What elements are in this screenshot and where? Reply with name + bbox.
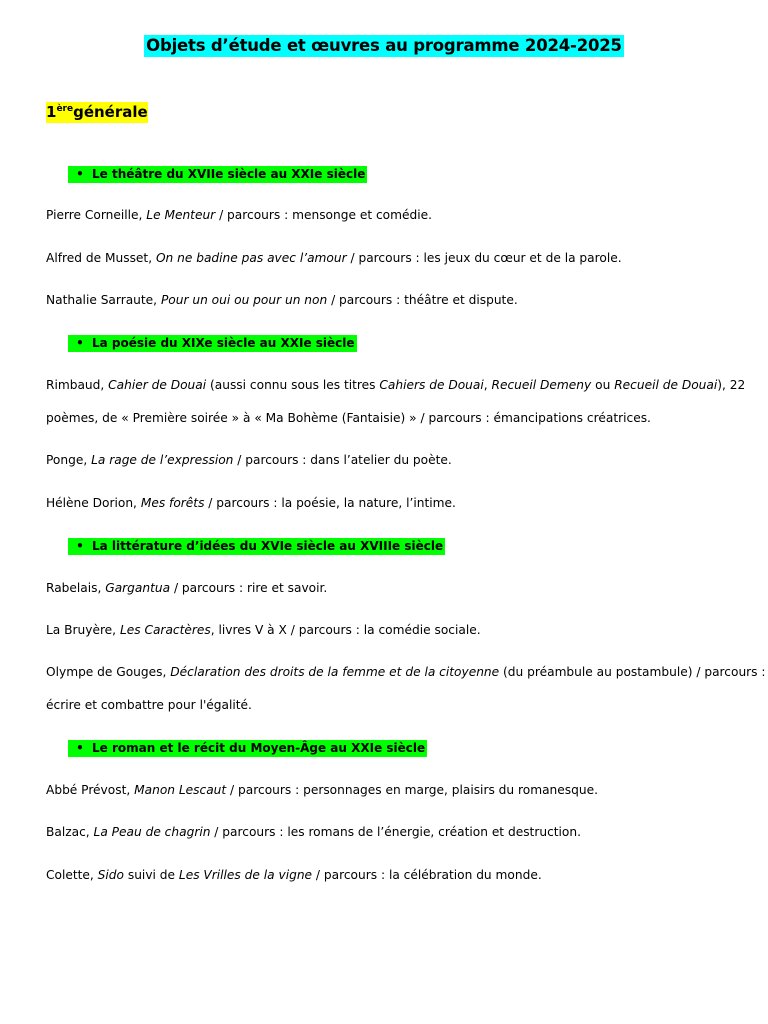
- work-title: Le Menteur: [146, 208, 216, 222]
- work-entry-line: poèmes, de « Première soirée » à « Ma Bohème (Fantaisie) » / parcours : émancipations créatrices.: [46, 411, 651, 425]
- work-author: Nathalie Sarraute,: [46, 293, 161, 307]
- work-author: Balzac,: [46, 825, 94, 839]
- work-entry: [46, 250, 622, 267]
- work-parcours: (du préambule au postambule) / parcours :: [499, 665, 766, 679]
- work-title: Cahiers de Douai: [379, 378, 484, 392]
- work-title: La Peau de chagrin: [93, 825, 211, 839]
- document-title: Objets d’étude et œuvres au programme 2024-2025: [146, 36, 622, 55]
- work-entry: [46, 867, 542, 884]
- work-text: ,: [483, 378, 492, 392]
- work-entry: [46, 207, 432, 224]
- class-level-heading: [46, 102, 148, 123]
- section-heading-litterature-idees: [68, 538, 445, 555]
- work-title: Déclaration des droits de la femme et de la citoyenne: [170, 665, 500, 679]
- section-title: Le théâtre du XVIIe siècle au XXIe siècle: [92, 167, 366, 181]
- work-title: Pour un oui ou pour un non: [160, 293, 328, 307]
- work-author: Hélène Dorion,: [46, 496, 141, 510]
- work-title: On ne badine pas avec l’amour: [155, 251, 347, 265]
- work-title: Mes forêts: [140, 496, 205, 510]
- work-title: Cahier de Douai: [108, 378, 207, 392]
- section-title: La littérature d’idées du XVIe siècle au XVIIIe siècle: [92, 539, 444, 553]
- work-entry: [46, 824, 581, 841]
- work-author: Alfred de Musset,: [46, 251, 156, 265]
- work-text: (aussi connu sous les titres: [206, 378, 380, 392]
- level-label: générale: [73, 103, 148, 121]
- bullet-icon: •: [76, 539, 84, 553]
- work-title: Recueil de Douai: [614, 378, 718, 392]
- work-title: La rage de l’expression: [91, 453, 234, 467]
- section-heading-theatre: [68, 166, 367, 183]
- work-author: Ponge,: [46, 453, 92, 467]
- section-title: Le roman et le récit du Moyen-Âge au XXIe siècle: [92, 741, 426, 755]
- section-title: La poésie du XIXe siècle au XXIe siècle: [92, 336, 355, 350]
- work-parcours: / parcours : la célébration du monde.: [312, 868, 542, 882]
- work-author: Colette,: [46, 868, 98, 882]
- level-number: 1: [46, 103, 57, 121]
- work-parcours: / parcours : la poésie, la nature, l’intime.: [204, 496, 456, 510]
- work-entry-line: écrire et combattre pour l'égalité.: [46, 698, 252, 712]
- bullet-icon: •: [76, 336, 84, 350]
- work-author: Olympe de Gouges,: [46, 665, 171, 679]
- section-heading-poesie: [68, 335, 357, 352]
- title-container: [0, 35, 768, 57]
- work-author: Pierre Corneille,: [46, 208, 147, 222]
- work-entry: [46, 782, 598, 799]
- section-heading-roman: [68, 740, 427, 757]
- work-title: Manon Lescaut: [134, 783, 227, 797]
- work-parcours: / parcours : rire et savoir.: [170, 581, 328, 595]
- work-parcours: / parcours : théâtre et dispute.: [327, 293, 518, 307]
- work-text: ), 22: [717, 378, 746, 392]
- work-entry: [46, 495, 456, 512]
- work-parcours: / parcours : dans l’atelier du poète.: [233, 453, 452, 467]
- work-title: Sido: [97, 868, 124, 882]
- bullet-icon: •: [76, 167, 84, 181]
- work-entry-line: [46, 664, 766, 681]
- work-parcours: / parcours : les jeux du cœur et de la parole.: [346, 251, 622, 265]
- work-title: Les Caractères: [119, 623, 211, 637]
- work-title: Les Vrilles de la vigne: [178, 868, 313, 882]
- work-author: Rabelais,: [46, 581, 106, 595]
- work-entry: [46, 622, 481, 639]
- level-suffix: ère: [56, 104, 74, 114]
- bullet-icon: •: [76, 741, 84, 755]
- work-title: Recueil Demeny: [491, 378, 592, 392]
- work-entry: [46, 580, 327, 597]
- work-author: La Bruyère,: [46, 623, 120, 637]
- work-text: ou: [591, 378, 615, 392]
- work-entry-line: [46, 377, 745, 394]
- work-parcours: / parcours : mensonge et comédie.: [215, 208, 433, 222]
- work-parcours: / parcours : personnages en marge, plaisirs du romanesque.: [226, 783, 598, 797]
- work-entry: [46, 452, 452, 469]
- work-author: Abbé Prévost,: [46, 783, 135, 797]
- work-entry: [46, 292, 518, 309]
- work-parcours: / parcours : les romans de l’énergie, création et destruction.: [210, 825, 581, 839]
- work-author: Rimbaud,: [46, 378, 109, 392]
- work-text: suivi de: [123, 868, 179, 882]
- work-title: Gargantua: [105, 581, 171, 595]
- work-parcours: , livres V à X / parcours : la comédie sociale.: [210, 623, 481, 637]
